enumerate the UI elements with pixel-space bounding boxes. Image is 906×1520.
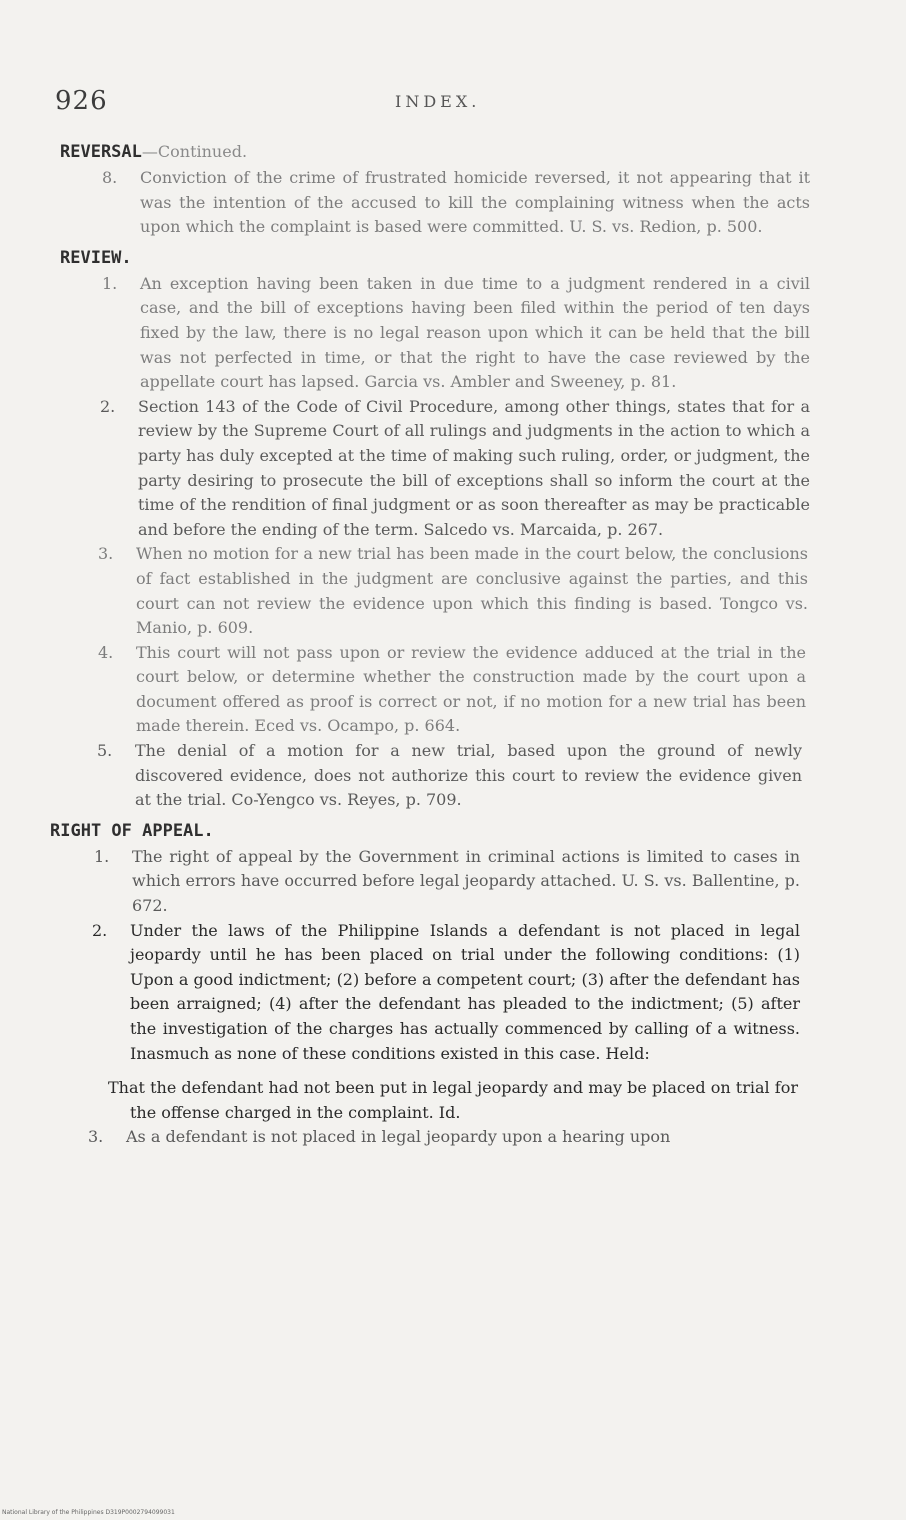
index-entry (88, 1125, 796, 1150)
index-entry (102, 272, 810, 395)
heading-reversal (60, 138, 906, 166)
entry-number: 2. (100, 396, 116, 416)
heading-text: REVERSAL (60, 142, 142, 162)
heading-continued: —Continued. (141, 142, 248, 161)
heading-text: RIGHT OF APPEAL. (50, 820, 214, 841)
index-content (0, 138, 906, 1150)
entry-text: Under the laws of the Philippine Islands a defendant is not placed in legal jeopardy until he has been placed on trial under the following conditions: (1) Upon a good indictment; (2) before a competent court; (3) after the defendant has been arraigned; (4) after the defendant has pleaded to the indictment; (5) after the investigation of the charges has actually commenced by calling of a witness. Inasmuch as none of these conditions existed in this case. Held: (130, 920, 800, 1063)
index-entry (92, 919, 800, 1067)
entry-number: 4. (98, 642, 114, 662)
entry-text: The denial of a motion for a new trial, based upon the ground of newly discovered evidence, does not authorize this court to review the evidence given at the trial. Co-Yengco vs. Reyes, p. 709. (135, 741, 802, 810)
entry-number: 5. (97, 741, 113, 761)
entry-number: 3. (98, 544, 114, 564)
index-entry (98, 542, 808, 640)
entry-number: 1. (102, 273, 118, 293)
entry-text: When no motion for a new trial has been made in the court below, the conclusions of fact established in the judgment are conclusive against the parties, and this court can not review the evidence upon which this finding is based. Tongco vs. Manio, p. 609. (136, 544, 808, 638)
index-entry (97, 739, 802, 813)
page-header (55, 86, 816, 120)
entry-number: 2. (92, 920, 108, 940)
heading-text: REVIEW. (60, 247, 132, 268)
held-paragraph (108, 1076, 798, 1125)
entry-text: Conviction of the crime of frustrated homicide reversed, it not appearing that it was the intention of the accused to kill the complaining witness when the acts upon which the complaint is based were committed. U. S. vs. Redion, p. 500. (140, 168, 810, 237)
heading-review (60, 244, 906, 272)
page-number: 926 (55, 86, 108, 116)
entry-text: An exception having been taken in due time to a judgment rendered in a civil case, and the bill of exceptions having been filed within the period of ten days fixed by the law, there is no legal reason upon which it can be held that the bill was not perfected in time, or that the right to have the case reviewed by the appellate court has lapsed. Garcia vs. Ambler and Sweeney, p. 81. (140, 273, 810, 392)
entry-number: 1. (94, 846, 110, 866)
entry-text: This court will not pass upon or review the evidence adduced at the trial in the court below, or determine whether the construction made by the court upon a document offered as proof is correct or not, if no motion for a new trial has been made therein. Eced vs. Ocampo, p. 664. (136, 642, 806, 736)
heading-right-of-appeal (50, 817, 906, 845)
held-text: That the defendant had not been put in legal jeopardy and may be placed on trial for the offense charged in the complaint. Id. (108, 1078, 798, 1122)
running-title: INDEX. (395, 92, 481, 111)
scan-footer: National Library of the Philippines D319P0002794099031 (2, 1509, 175, 1516)
index-entry (102, 166, 810, 240)
entry-text: As a defendant is not placed in legal jeopardy upon a hearing upon (126, 1127, 671, 1147)
index-entry (94, 845, 800, 919)
index-entry (100, 395, 810, 543)
index-entry (98, 641, 806, 739)
entry-text: The right of appeal by the Government in criminal actions is limited to cases in which errors have occurred before legal jeopardy attached. U. S. vs. Ballentine, p. 672. (132, 846, 800, 916)
entry-number: 8. (102, 168, 118, 187)
entry-number: 3. (88, 1127, 104, 1147)
entry-text: Section 143 of the Code of Civil Procedure, among other things, states that for a review by the Supreme Court of all rulings and judgments in the action to which a party has duly excepted at the time of making such ruling, order, or judgment, the party desiring to prosecute the bill of exceptions shall so inform the court at the time of the rendition of final judgment or as soon thereafter as may be practicable and before the ending of the term. Salcedo vs. Marcaida, p. 267. (138, 396, 810, 539)
